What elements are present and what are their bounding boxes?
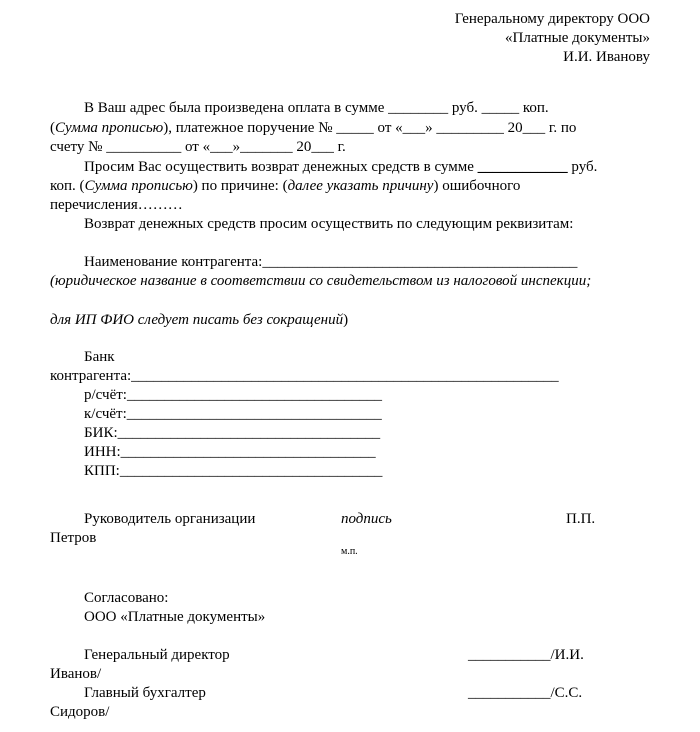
director-role: Генеральный директор (84, 647, 230, 663)
addressee-line-3: И.И. Иванову (563, 49, 650, 65)
para1-payment-order: ), платежное поручение № _____ от «___» _________ 20___ г. по (163, 120, 577, 136)
signature-role: Руководитель организации (84, 511, 256, 527)
accountant-signature: ___________/С.С. (468, 685, 583, 701)
agreed-company: ООО «Платные документы» (84, 609, 266, 625)
counterparty-note-2 (50, 311, 348, 329)
counterparty-name-line: Наименование контрагента:__________________________________________ (84, 254, 578, 270)
counterparty-note-2-text: для ИП ФИО следует писать без сокращений (50, 312, 344, 328)
para2-line-3: перечисления……… (50, 197, 183, 213)
stamp-label: м.п. (341, 546, 358, 557)
addressee-line-2: «Платные документы» (505, 30, 650, 46)
bank-label: Банк (84, 349, 115, 365)
para2-request-text: Просим Вас осуществить возврат денежных средств в сумме (84, 159, 478, 175)
para2-reason-hint: далее указать причину (287, 178, 434, 194)
agreed-title: Согласовано: (84, 590, 169, 606)
bank-kpp-line: КПП:___________________________________ (84, 463, 383, 479)
para2-kop: коп. ( (50, 178, 85, 194)
para2-rub: руб. (567, 159, 598, 175)
bank-corr-account-line: к/счёт:__________________________________ (84, 406, 382, 422)
accountant-role: Главный бухгалтер (84, 685, 206, 701)
para3-details-intro: Возврат денежных средств просим осуществить по следующим реквизитам: (84, 216, 574, 232)
accountant-surname: Сидоров/ (50, 704, 110, 720)
director-surname: Иванов/ (50, 666, 102, 682)
director-signature: ___________/И.И. (468, 647, 584, 663)
signature-label: подпись (341, 511, 392, 527)
bank-inn-line: ИНН:__________________________________ (84, 444, 376, 460)
para2-amount-blank: ____________ (477, 159, 568, 175)
para1-open-paren: ( (50, 120, 55, 136)
para2-reason-label: ) по причине: ( (192, 178, 288, 194)
para2-line-1 (84, 158, 597, 176)
para1-amount-words: Сумма прописью (55, 120, 164, 136)
para1-line-3: счету № __________ от «___»_______ 20___ г. (50, 139, 346, 155)
para1-line-1: В Ваш адрес была произведена оплата в сумме ________ руб. _____ коп. (84, 100, 549, 116)
bank-bik-line: БИК:___________________________________ (84, 425, 381, 441)
para2-erroneous: ) ошибочного (433, 178, 521, 194)
counterparty-note-2-close: ) (343, 312, 349, 328)
addressee-line-1: Генеральному директору ООО (454, 11, 650, 27)
para2-amount-words: Сумма прописью (84, 178, 193, 194)
bank-account-line: р/счёт:__________________________________ (84, 387, 382, 403)
counterparty-note-1: (юридическое название в соответствии со свидетельством из налоговой инспекции; (50, 273, 592, 289)
signature-surname: Петров (50, 530, 97, 546)
bank-counterparty-line: контрагента:_________________________________________________________ (50, 368, 559, 384)
para1-line-2 (50, 119, 576, 137)
para2-line-2 (50, 177, 520, 195)
signature-initials: П.П. (566, 511, 596, 527)
